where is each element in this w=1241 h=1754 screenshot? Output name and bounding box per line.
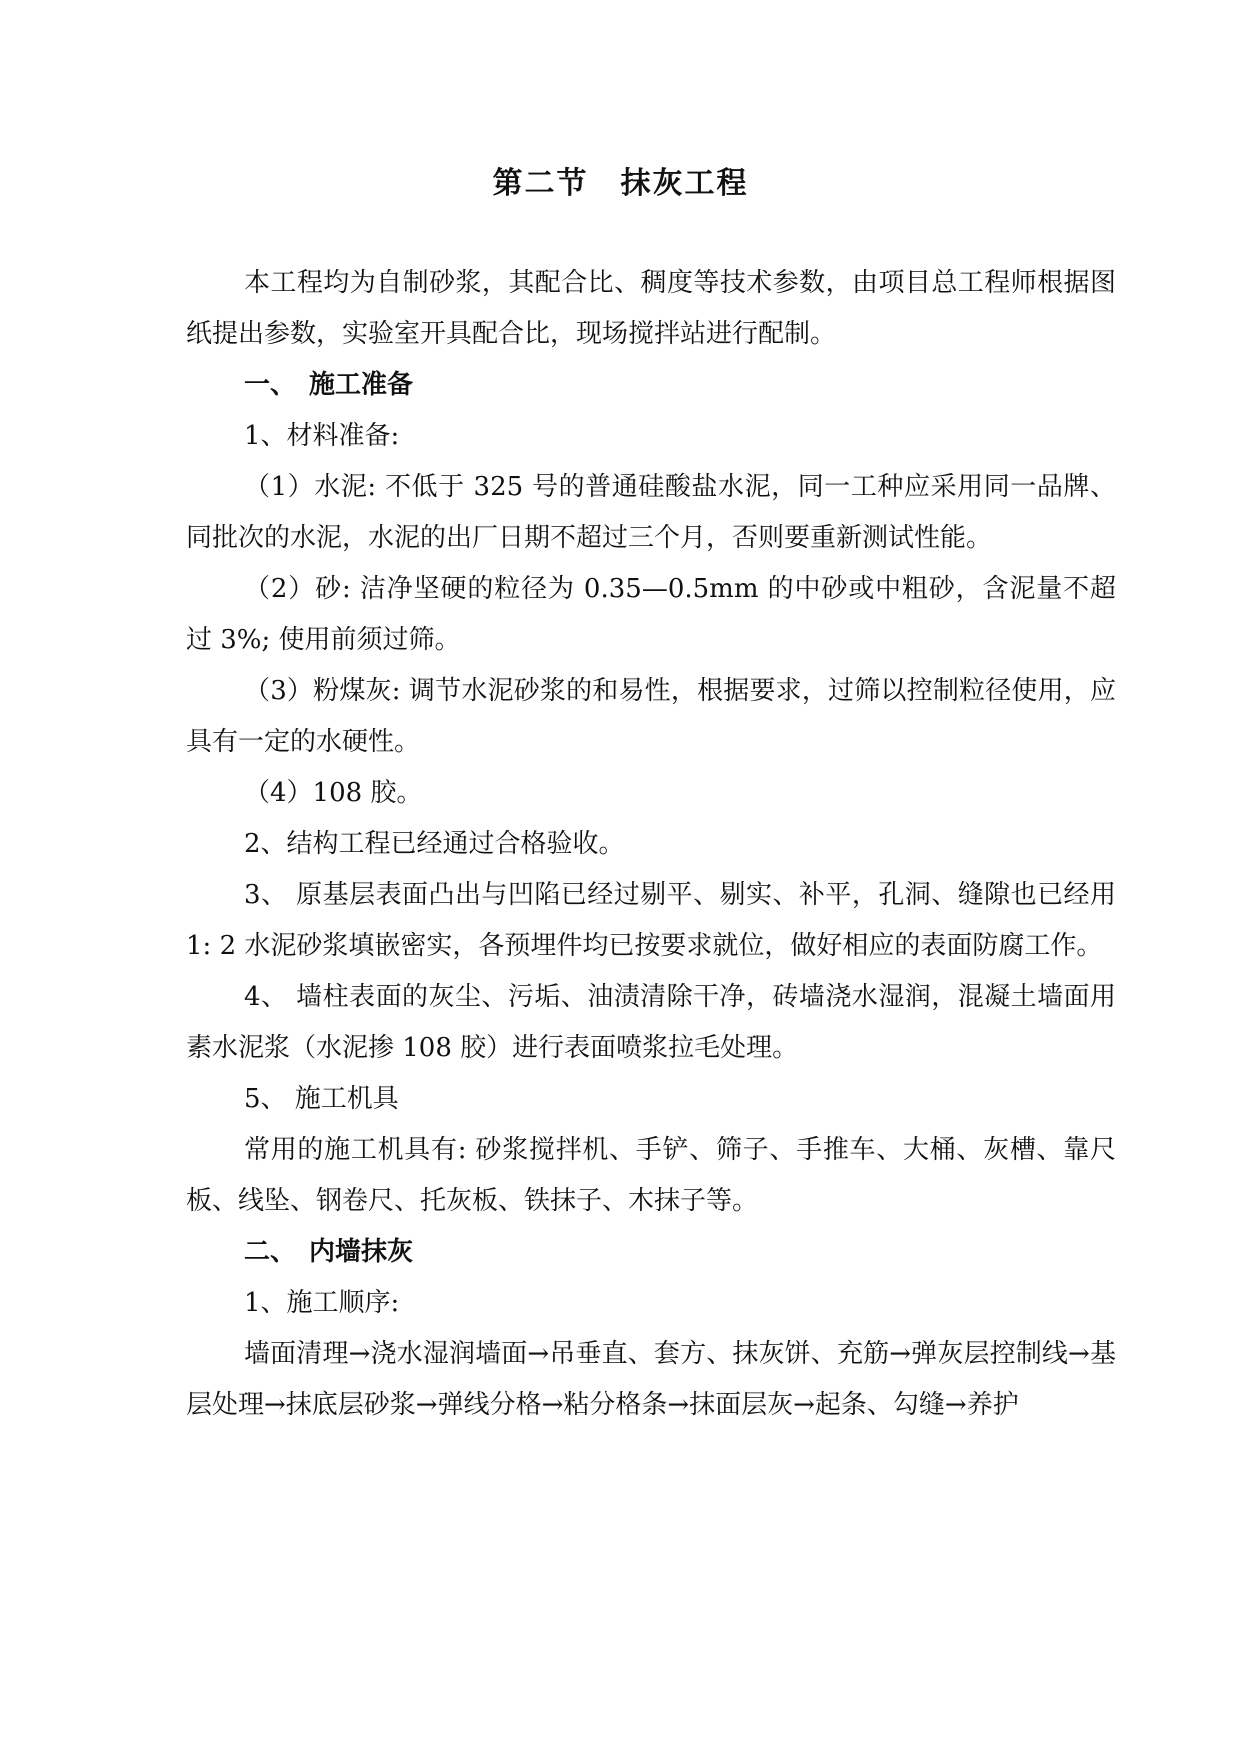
paragraph-sand: （2）砂: 洁净坚硬的粒径为 0.35—0.5mm 的中砂或中粗砂，含泥量不超过 3%; 使用前须过筛。 — [186, 574, 1116, 655]
item-surface-cleaning: 4、 墙柱表面的灰尘、污垢、油渍清除干净，砖墙浇水湿润，混凝土墙面用素水泥浆（水泥掺 108 胶）进行表面喷浆拉毛处理。 — [186, 982, 1116, 1063]
heading-interior-wall-plastering: 二、 内墙抹灰 — [244, 1237, 414, 1267]
paragraph-sequence: 墙面清理→浇水湿润墙面→吊垂直、套方、抹灰饼、充筋→弹灰层控制线→基层处理→抹底层砂浆→弹线分格→粘分格条→抹面层灰→起条、勾缝→养护 — [186, 1339, 1116, 1420]
item-construction-tools: 5、 施工机具 — [244, 1084, 399, 1114]
item-material-preparation: 1、材料准备: — [244, 421, 400, 451]
paragraph-cement: （1）水泥: 不低于 325 号的普通硅酸盐水泥，同一工种应采用同一品牌、同批次的水泥，水泥的出厂日期不超过三个月，否则要重新测试性能。 — [186, 472, 1116, 553]
section-title: 第二节 抹灰工程 — [492, 166, 749, 201]
document-body — [186, 258, 1116, 1431]
item-construction-sequence: 1、施工顺序: — [244, 1288, 400, 1318]
paragraph-tools-list: 常用的施工机具有: 砂浆搅拌机、手铲、筛子、手推车、大桶、灰槽、靠尺板、线坠、钢卷尺、托灰板、铁抹子、木抹子等。 — [186, 1135, 1116, 1216]
paragraph-glue: （4）108 胶。 — [244, 778, 423, 808]
item-structure-accepted: 2、结构工程已经通过合格验收。 — [244, 829, 625, 859]
item-base-treatment: 3、 原基层表面凸出与凹陷已经过剔平、剔实、补平，孔洞、缝隙也已经用 1: 2 水泥砂浆填嵌密实，各预埋件均已按要求就位，做好相应的表面防腐工作。 — [186, 880, 1116, 961]
heading-construction-preparation: 一、 施工准备 — [244, 370, 414, 400]
intro-paragraph: 本工程均为自制砂浆，其配合比、稠度等技术参数，由项目总工程师根据图纸提出参数，实验室开具配合比，现场搅拌站进行配制。 — [186, 268, 1116, 349]
paragraph-fly-ash: （3）粉煤灰: 调节水泥砂浆的和易性，根据要求，过筛以控制粒径使用，应具有一定的水硬性。 — [186, 676, 1116, 757]
